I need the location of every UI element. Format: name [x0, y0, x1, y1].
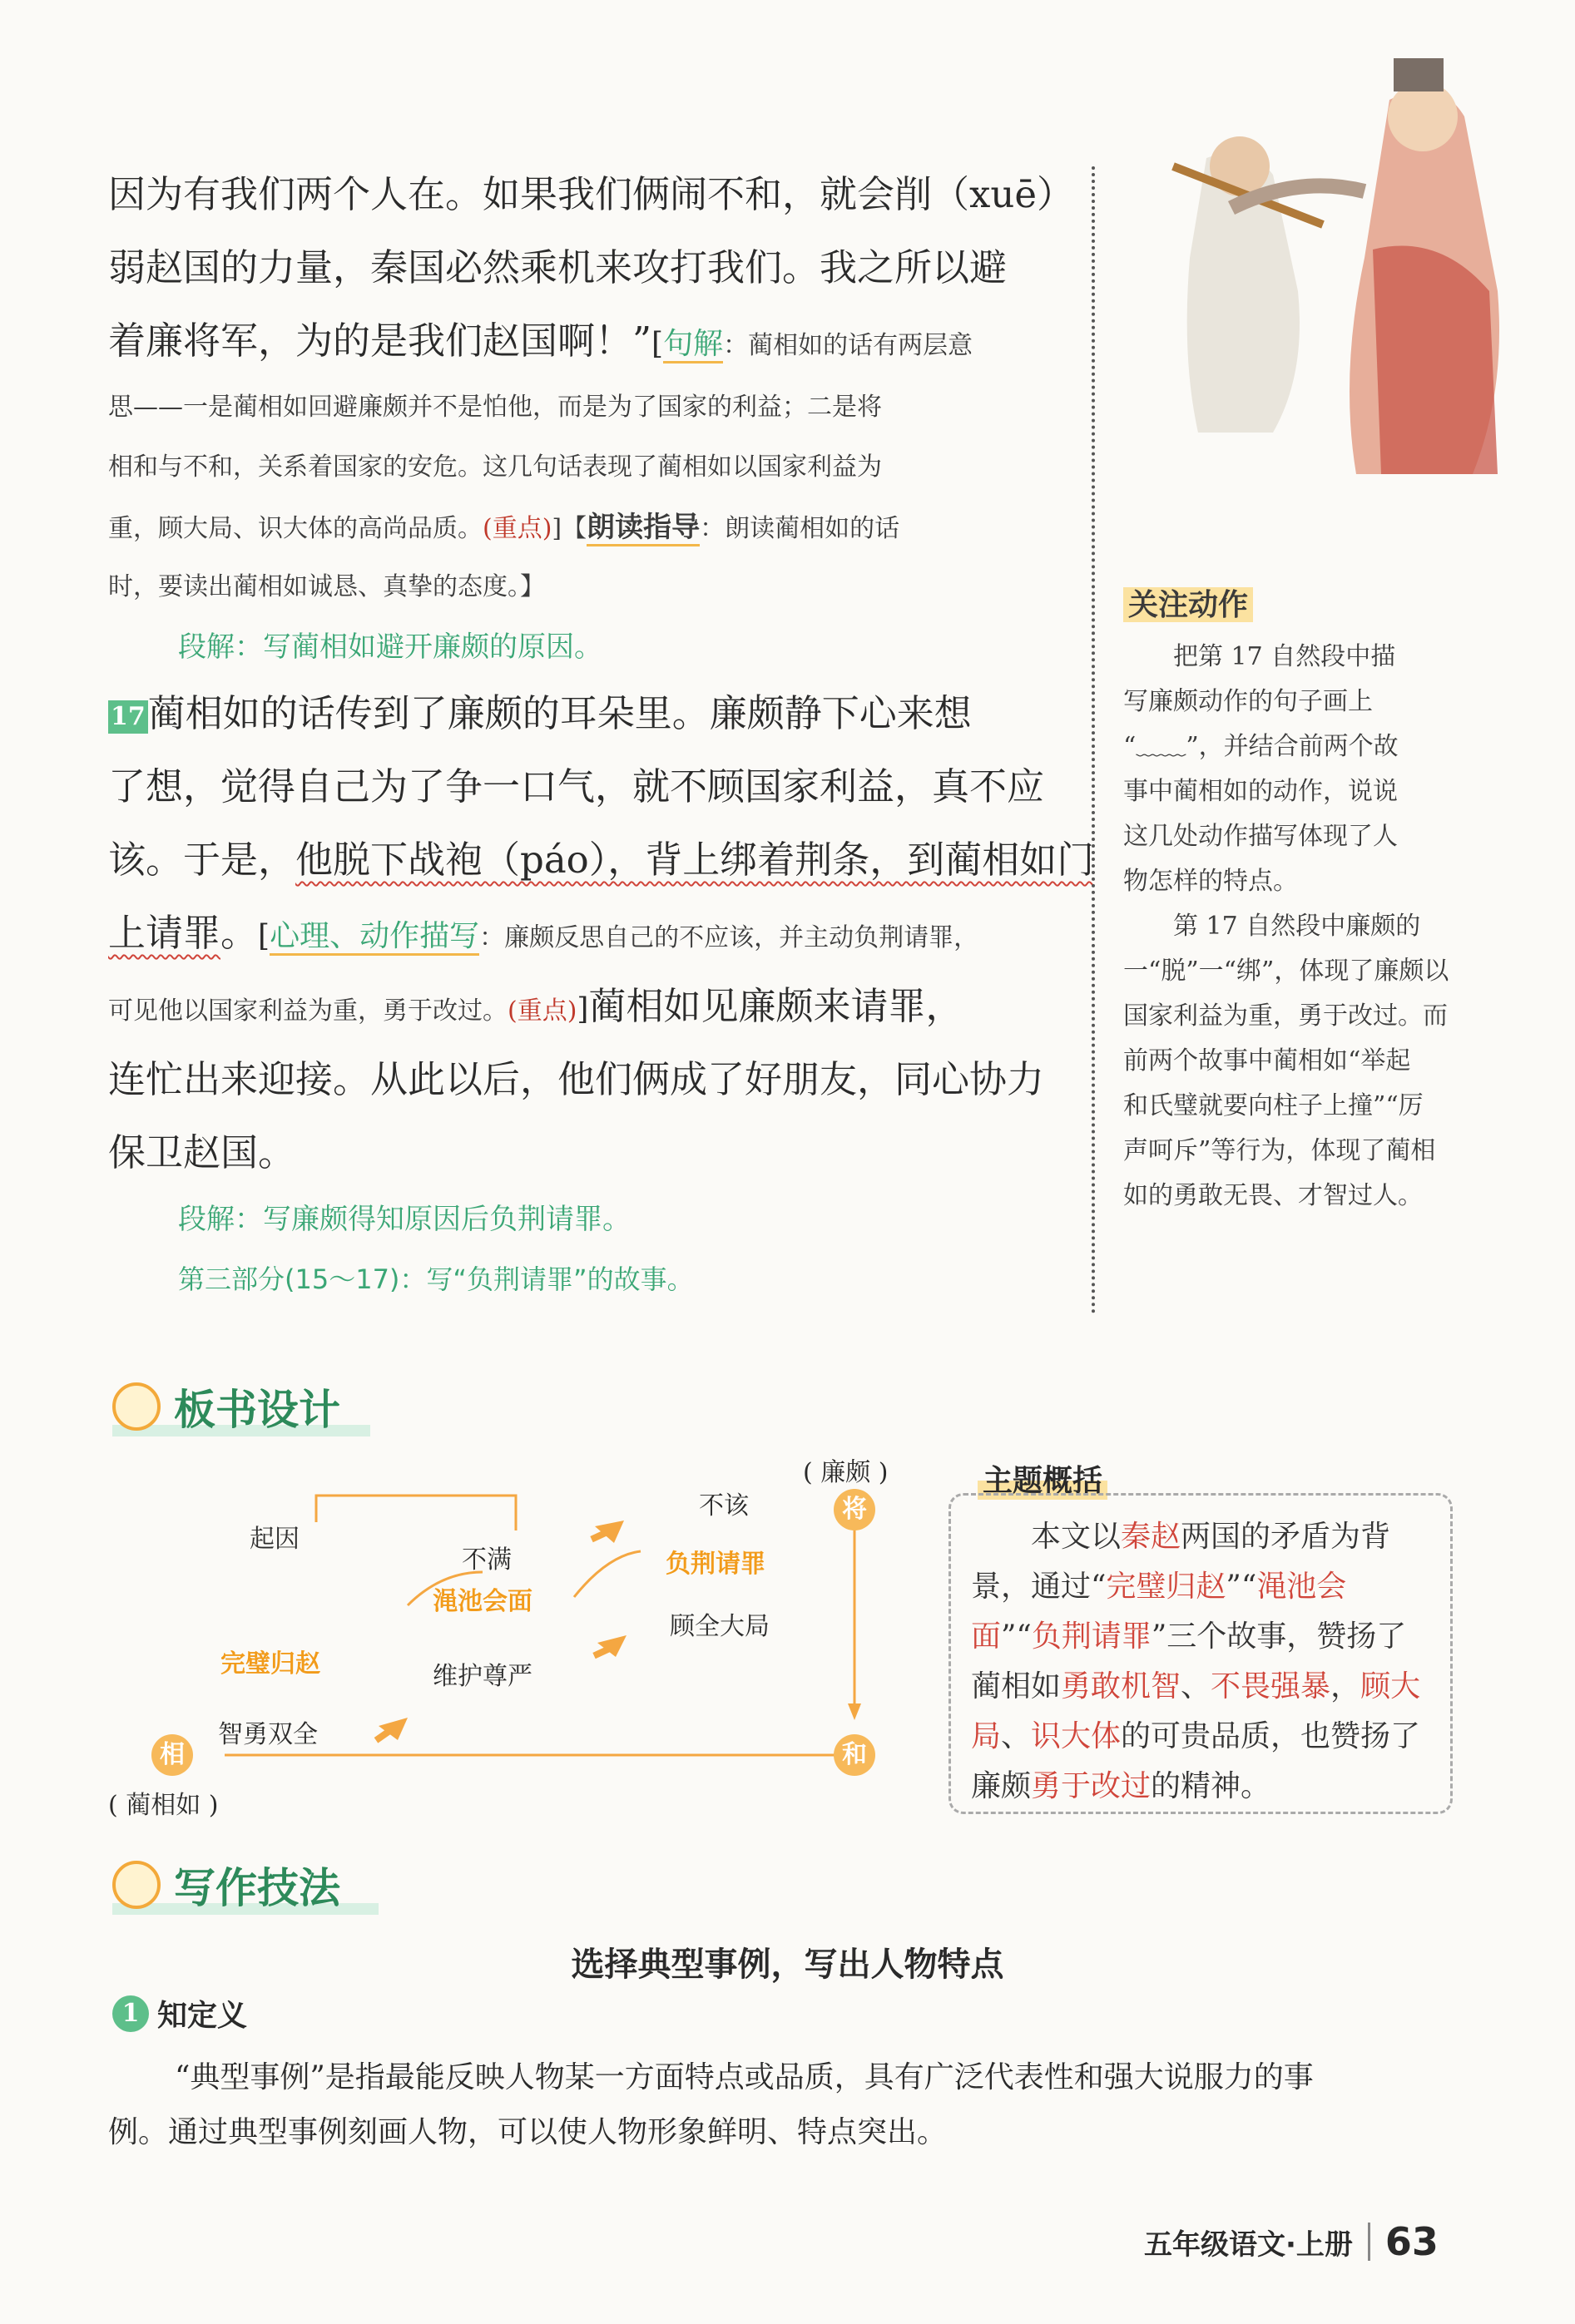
annotation-tag: 心理、动作描写 [270, 919, 479, 956]
illustration-lianpo-xiangru [1107, 42, 1556, 507]
section-title: 写作技法 [174, 1864, 340, 1912]
jiang-circle: 将 [834, 1489, 875, 1530]
summary-text: 本文以秦赵两国的矛盾为背景，通过“完璧归赵”“渑池会面”“负荆请罪”三个故事，赞扬了蔺相如勇敢机智、不畏强暴，顾大局、识大体的可贵品质，也赞扬了廉颇勇于改过的精神。 [971, 1520, 1421, 1803]
number-badge: 1 [112, 1995, 149, 2032]
writing-subtitle: 选择典型事例，写出人物特点 [571, 1945, 1004, 1984]
annotation-note: 可见他以国家利益为重，勇于改过。 [108, 996, 508, 1026]
text-line: 保卫赵国。 [108, 1130, 296, 1174]
paragraph-number: 17 [108, 700, 148, 734]
definition-header [112, 1992, 247, 2035]
book-title: 五年级语文·上册 [1144, 2228, 1353, 2262]
annotation-line: 思——一是蔺相如回避廉颇并不是怕他，而是为了国家的利益；二是将 [108, 393, 882, 422]
reading-guide-tag: 朗读指导 [587, 511, 700, 546]
board-diagram [92, 1439, 924, 1830]
clock-icon [112, 1382, 161, 1431]
xiang-circle: 相 [151, 1734, 193, 1776]
text-line [108, 823, 1095, 897]
divider [1092, 166, 1095, 1314]
side-note-line: 和氏璧就要向柱子上撞”“厉 [1123, 1091, 1424, 1120]
board-label: 智勇双全 [218, 1720, 318, 1749]
key-label: (重点) [508, 996, 577, 1026]
footer-divider [1368, 2223, 1370, 2261]
text-line: 可见他以国家利益为重，勇于改过。(重点)]蔺相如见廉颇来请罪， [108, 984, 963, 1028]
side-note-title: 关注动作 [1123, 587, 1253, 622]
side-note-line: 物怎样的特点。 [1123, 867, 1298, 896]
definition-line: “典型事例”是指最能反映人物某一方面特点或品质，具有广泛代表性和强大说服力的事 [175, 2060, 1314, 2094]
he-circle: 和 [834, 1734, 875, 1776]
definition-title: 知定义 [157, 1999, 248, 2033]
text-line: 上请罪。[心理、动作描写：廉颇反思自己的不应该，并主动负荆请罪， [108, 911, 979, 955]
side-note-line: 国家利益为重，勇于改过。而 [1123, 1001, 1448, 1031]
footer [1144, 2219, 1439, 2264]
text-span: 着廉将军，为的是我们赵国啊！” [108, 319, 652, 363]
side-note-line: 写廉颇动作的句子画上 [1123, 687, 1373, 716]
page-number: 63 [1384, 2219, 1439, 2264]
annotation-line: 相和与不和，关系着国家的安危。这几句话表现了蔺相如以国家利益为 [108, 452, 882, 482]
side-note-line: 事中蔺相如的动作，说说 [1123, 777, 1398, 806]
text-span: 蔺相如见廉颇来请罪， [588, 984, 963, 1028]
writing-heading [112, 1855, 379, 1915]
text-line: 了想，觉得自己为了争一口气，就不顾国家利益，真不应 [108, 764, 1045, 808]
board-label: 起因 [250, 1525, 300, 1554]
annotation-note: ：蔺相如的话有两层意 [723, 331, 973, 360]
board-design-heading [112, 1377, 362, 1436]
board-label: 顾全大局 [670, 1612, 770, 1641]
note-span: ：朗读蔺相如的话 [700, 514, 900, 543]
board-label-highlight: 完璧归赵 [220, 1649, 320, 1679]
paragraph-analysis: 段解：写蔺相如避开廉颇的原因。 [178, 630, 602, 664]
underlined-action: 他脱下战袍（páo），背上绑着荆条，到蔺相如门 [295, 838, 1095, 882]
board-label: 不该 [699, 1491, 749, 1520]
side-note-line: 声呵斥”等行为，体现了蔺相 [1123, 1136, 1436, 1165]
side-note [1123, 582, 1456, 1219]
side-note-line: 一“脱”一“绑”，体现了廉颇以 [1123, 957, 1449, 986]
text-line: 因为有我们两个人在。如果我们俩闹不和，就会削（xuē） [108, 172, 1074, 216]
note-span: 重，顾大局、识大体的高尚品质。 [108, 514, 483, 543]
side-note-line: 第 17 自然段中廉颇的 [1123, 912, 1421, 941]
main-text [108, 158, 1095, 1309]
definition-text [108, 2050, 1473, 2160]
side-note-line: 这几处动作描写体现了人 [1123, 822, 1398, 851]
definition-line: 例。通过典型事例刻画人物，可以使人物形象鲜明、特点突出。 [108, 2115, 948, 2149]
board-label-highlight: 渑池会面 [433, 1587, 532, 1616]
text-line: 着廉将军，为的是我们赵国啊！”[句解：蔺相如的话有两层意 [108, 319, 973, 363]
board-label: ( 蔺相如 ) [108, 1791, 219, 1820]
annotation-line: 重，顾大局、识大体的高尚品质。(重点)]【朗读指导：朗读蔺相如的话 [108, 497, 1057, 557]
annotation-note: ：廉颇反思自己的不应该，并主动负荆请罪， [479, 923, 979, 952]
side-note-line: 把第 17 自然段中描 [1123, 642, 1396, 671]
text-line [108, 677, 1057, 750]
key-label: (重点) [483, 514, 552, 543]
note-span: 时，要读出蔺相如诚恳、真挚的态度。 [108, 572, 520, 601]
section-title: 板书设计 [174, 1386, 340, 1434]
board-label: 维护尊严 [433, 1662, 532, 1691]
side-note-line: 前两个故事中蔺相如“举起 [1123, 1046, 1411, 1075]
text-line: 连忙出来迎接。从此以后，他们俩成了好朋友，同心协力 [108, 1057, 1045, 1101]
annotation-tag: 句解 [663, 327, 723, 363]
board-label-highlight: 负荆请罪 [666, 1550, 765, 1579]
text-span: 蔺相如的话传到了廉颇的耳朵里。廉颇静下心来想 [147, 691, 972, 735]
text-span: 。 [220, 911, 259, 955]
board-label: 不满 [462, 1545, 512, 1575]
clock-icon [112, 1861, 161, 1909]
text-span: 该。于是， [108, 838, 296, 882]
side-note-line: 如的勇敢无畏、才智过人。 [1123, 1181, 1423, 1210]
summary-box [948, 1493, 1453, 1814]
part-summary: 第三部分(15～17)：写“负荆请罪”的故事。 [178, 1263, 694, 1295]
text-line: 弱赵国的力量，秦国必然乘机来攻打我们。我之所以避 [108, 245, 1008, 289]
annotation-line: 时，要读出蔺相如诚恳、真挚的态度。】 [108, 572, 545, 601]
summary-title: 主题概括 [978, 1457, 1107, 1500]
board-label: ( 廉颇 ) [803, 1458, 889, 1487]
side-note-line: “﹏﹏”，并结合前两个故 [1123, 732, 1399, 761]
underlined-action: 上请罪 [108, 911, 221, 955]
paragraph-analysis: 段解：写廉颇得知原因后负荆请罪。 [178, 1203, 631, 1236]
